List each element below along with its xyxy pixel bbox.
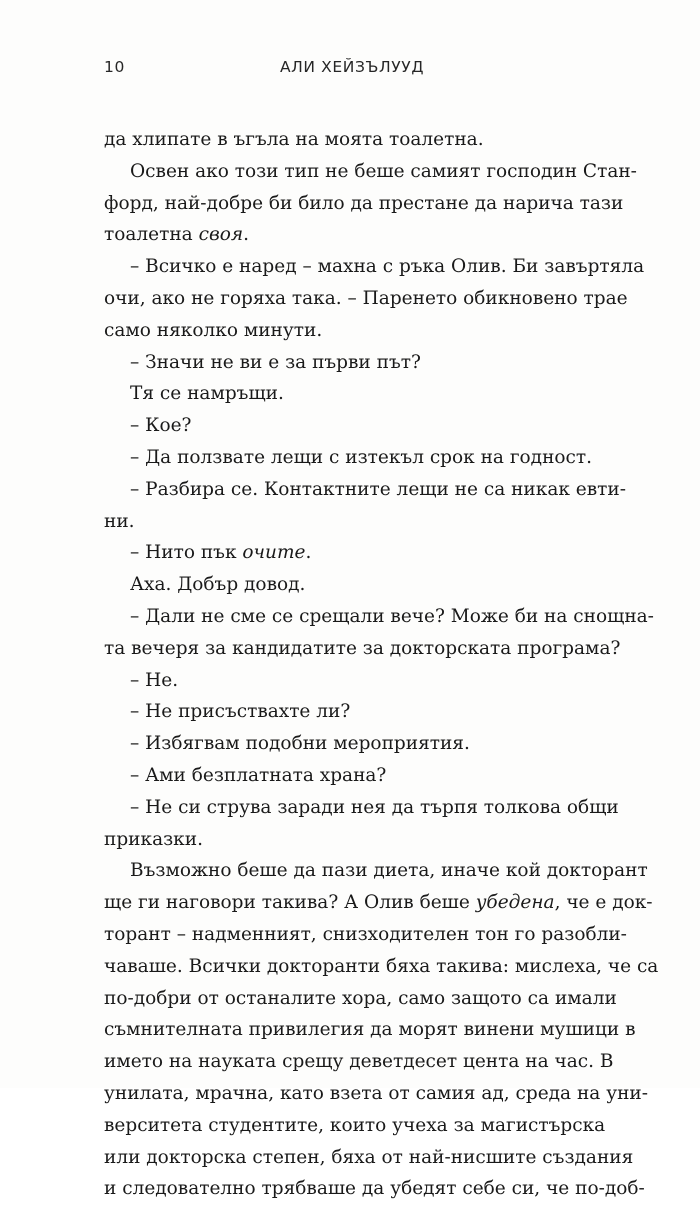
text-line: ни. xyxy=(104,510,135,532)
text-segment: . xyxy=(243,224,249,246)
text-line xyxy=(104,219,604,251)
text-line: – Кое? xyxy=(130,415,192,437)
text-line: Аха. Добър довод. xyxy=(130,574,306,596)
text-segment: ще ги наговори такива? А Олив беше xyxy=(104,892,476,914)
italic-emphasis: убедена xyxy=(475,892,555,914)
text-line: – Дали не сме се срещали вече? Може би на снощна- xyxy=(130,605,654,627)
italic-emphasis: очите xyxy=(242,542,306,564)
text-line xyxy=(104,537,604,569)
text-line: верситета студентите, които учеха за магистърска xyxy=(104,1114,606,1136)
text-line: – Не. xyxy=(130,669,179,691)
running-title: АЛИ ХЕЙЗЪЛУУД xyxy=(279,58,425,76)
text-line: – Значи не ви е за първи път? xyxy=(130,351,421,373)
text-line: името на науката срещу деветдесет цента на час. В xyxy=(104,1051,614,1073)
text-line: по-добри от останалите хора, само защото са имали xyxy=(104,987,617,1009)
text-line: торант – надменният, снизходителен тон го разобли- xyxy=(104,923,627,945)
text-line: чаваше. Всички докторанти бяха такива: мислеха, че са xyxy=(104,955,659,977)
italic-emphasis: своя xyxy=(198,224,244,246)
text-line: или докторска степен, бяха от най-нисшите създания xyxy=(104,1146,634,1168)
text-line: и следователно трябваше да убедят себе си, че по-доб- xyxy=(104,1178,645,1200)
running-header xyxy=(104,58,600,82)
text-line: – Не си струва заради нея да търпя толкова общи xyxy=(130,796,619,818)
text-line: форд, най-добре би било да престане да нарича тази xyxy=(104,192,624,214)
text-line: Освен ако този тип не беше самият господин Стан- xyxy=(130,160,637,182)
text-line: – Не присъствахте ли? xyxy=(130,701,351,723)
text-segment: . xyxy=(305,542,312,564)
text-line: само няколко минути. xyxy=(104,319,323,341)
text-segment: – Нито пък xyxy=(130,542,243,564)
text-line: съмнителната привилегия да морят винени мушици в xyxy=(104,1019,636,1041)
text-segment: , че е док- xyxy=(554,892,653,914)
text-line: – Ами безплатната храна? xyxy=(130,764,387,786)
text-line: да хлипате в ъгъла на моята тоалетна. xyxy=(104,129,484,150)
text-line: – Разбира се. Контактните лещи не са никак евти- xyxy=(130,478,626,500)
text-line: – Избягвам подобни мероприятия. xyxy=(130,733,470,755)
text-line: приказки. xyxy=(104,828,203,850)
text-line: – Всичко е наред – махна с ръка Олив. Би завъртяла xyxy=(130,256,645,278)
text-line: Възможно беше да пази диета, иначе кой докторант xyxy=(130,860,648,882)
text-line: та вечеря за кандидатите за докторската програма? xyxy=(104,637,621,659)
text-line: – Да ползвате лещи с изтекъл срок на годност. xyxy=(130,446,593,468)
page-number: 10 xyxy=(104,58,125,76)
text-line: Тя се намръщи. xyxy=(130,383,284,405)
text-line: унилата, мрачна, като взета от самия ад, среда на уни- xyxy=(104,1082,648,1104)
text-segment: тоалетна xyxy=(104,224,199,246)
text-line: очи, ако не горяха така. – Паренето обикновено трае xyxy=(104,287,628,309)
body-text xyxy=(104,124,659,1205)
text-line xyxy=(104,887,653,919)
